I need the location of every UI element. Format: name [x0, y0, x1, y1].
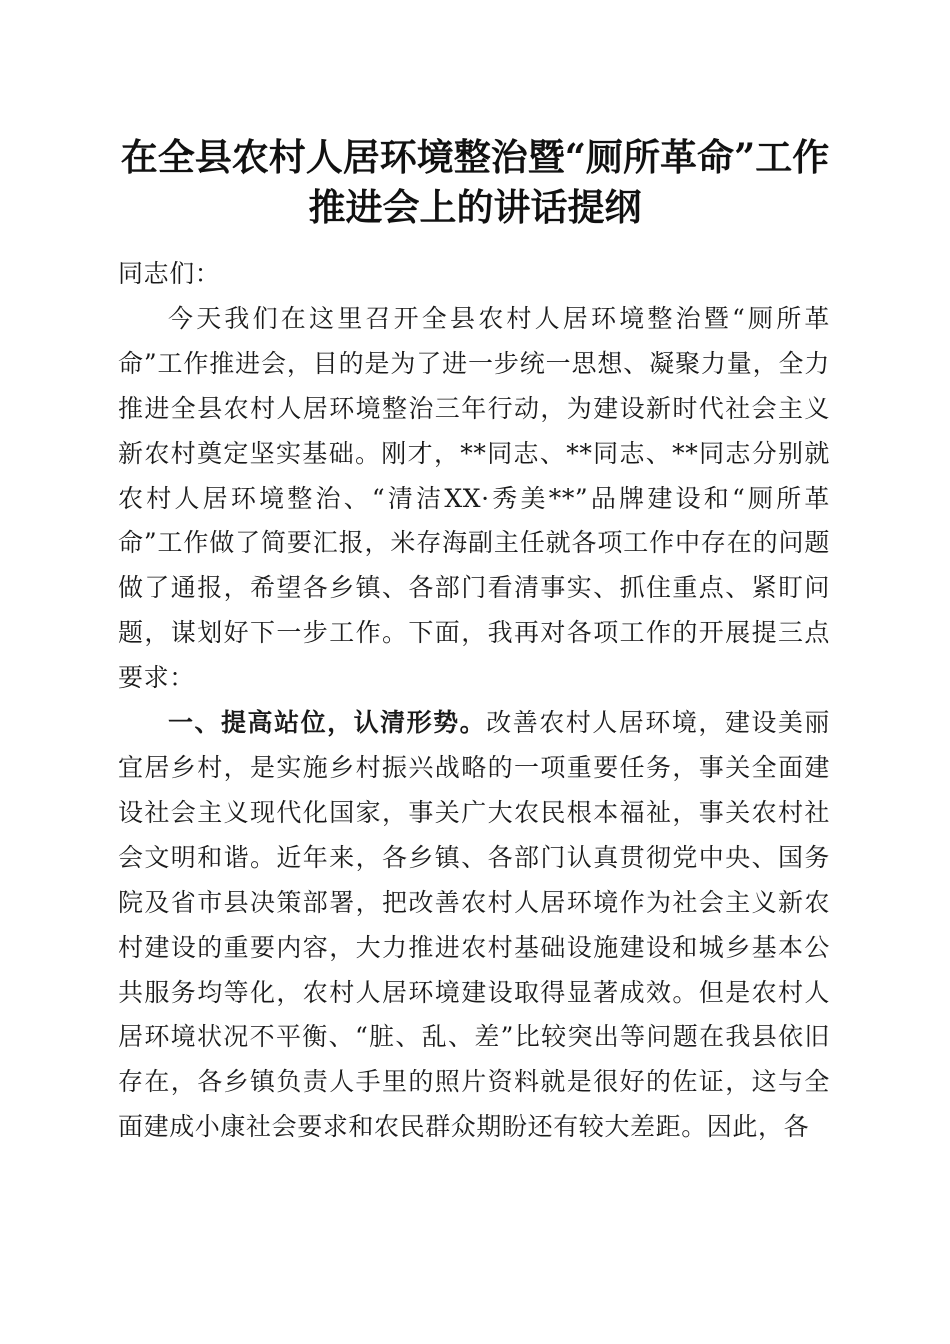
salutation: 同志们：	[118, 259, 221, 288]
document-title	[100, 132, 850, 232]
title-line-2: 推进会上的讲话提纲	[308, 185, 642, 229]
paragraph-section-1	[118, 701, 830, 1150]
section-1-text: 改善农村人居环境，建设美丽宜居乡村，是实施乡村振兴战略的一项重要任务，事关全面建设社会主义现代化国家，事关广大农民根本福祉，事关农村社会文明和谐。近年来，各乡镇、各部门认真贯彻党中央、国务院及省市县决策部署，把改善农村人居环境作为社会主义新农村建设的重要内容，大力推进农村基础设施建设和城乡基本公共服务均等化，农村人居环境建设取得显著成效。但是农村人居环境状况不平衡、“脏、乱、差”比较突出等问题在我县依旧存在，各乡镇负责人手里的照片资料就是很好的佐证，这与全面建成小康社会要求和农民群众期盼还有较大差距。因此，各	[118, 708, 830, 1142]
document-body	[118, 252, 830, 1150]
section-1-heading: 一、提高站位，认清形势。	[168, 708, 487, 738]
title-line-1: 在全县农村人居环境整治暨“厕所革命”工作	[120, 135, 830, 179]
paragraph-intro: 今天我们在这里召开全县农村人居环境整治暨“厕所革命”工作推进会，目的是为了进一步统一思想、凝聚力量，全力推进全县农村人居环境整治三年行动，为建设新时代社会主义新农村奠定坚实基础。刚才，**同志、**同志、**同志分别就农村人居环境整治、“清洁XX·秀美**”品牌建设和“厕所革命”工作做了简要汇报，米存海副主任就各项工作中存在的问题做了通报，希望各乡镇、各部门看清事实、抓住重点、紧盯问题，谋划好下一步工作。下面，我再对各项工作的开展提三点要求：	[118, 303, 830, 693]
